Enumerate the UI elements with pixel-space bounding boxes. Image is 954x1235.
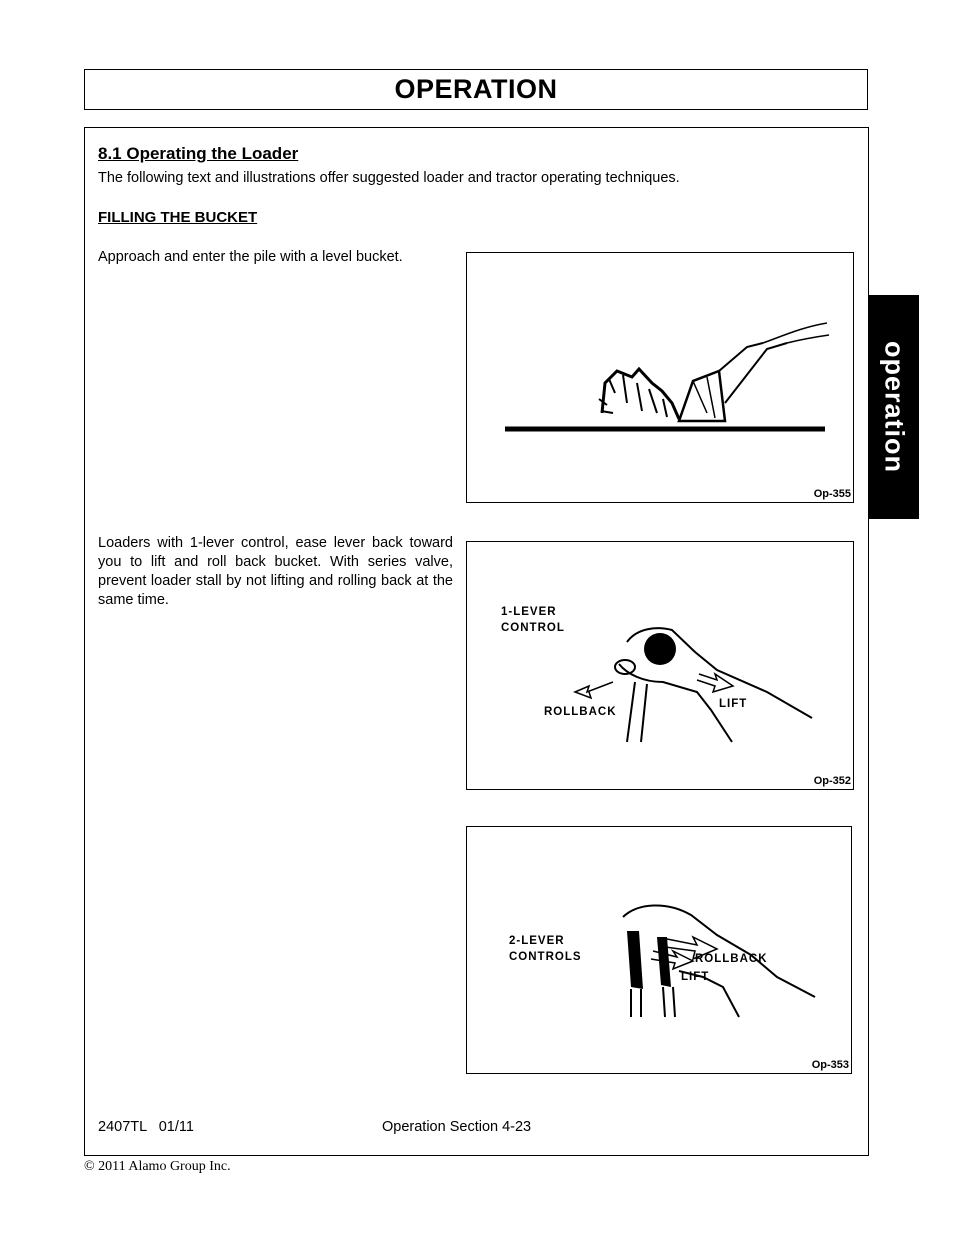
bucket-pile-illustration xyxy=(467,253,853,502)
label-1-lever-control: 1-LEVER CONTROL xyxy=(501,606,565,634)
label-rollback: ROLLBACK xyxy=(544,706,617,718)
label-lift: LIFT xyxy=(719,698,748,710)
section-title: 8.1 Operating the Loader xyxy=(98,144,299,163)
section-side-tab xyxy=(869,295,919,519)
subsection-heading: FILLING THE BUCKET xyxy=(98,209,258,226)
footer-section-page: Operation Section 4-23 xyxy=(382,1119,532,1135)
page-header xyxy=(84,69,868,110)
figure-code: Op-352 xyxy=(813,775,851,787)
paragraph-approach: Approach and enter the pile with a level bucket. xyxy=(98,249,403,265)
page-title: OPERATION xyxy=(394,74,558,104)
paragraph-1-lever: Loaders with 1-lever control, ease lever back toward you to lift and roll back bucket. With series valve, prevent loader stall by not lifting and rolling back at the same time. xyxy=(98,535,453,608)
footer-model: 2407TL 01/11 xyxy=(98,1119,194,1135)
figure-code: Op-355 xyxy=(813,488,851,500)
figure-1-lever-control xyxy=(466,541,854,790)
label-lift: LIFT xyxy=(681,971,710,983)
label-2-lever-controls: 2-LEVER CONTROLS xyxy=(509,935,582,963)
hand-lever-illustration xyxy=(467,542,853,789)
figure-code: Op-353 xyxy=(811,1059,849,1071)
intro-text: The following text and illustrations offer suggested loader and tractor operating techniques. xyxy=(98,170,680,186)
label-rollback: ROLLBACK xyxy=(695,953,768,965)
figure-level-bucket xyxy=(466,252,854,503)
copyright: © 2011 Alamo Group Inc. xyxy=(84,1159,231,1174)
figure-2-lever-controls xyxy=(466,826,852,1074)
side-tab-label: operation xyxy=(879,340,910,473)
